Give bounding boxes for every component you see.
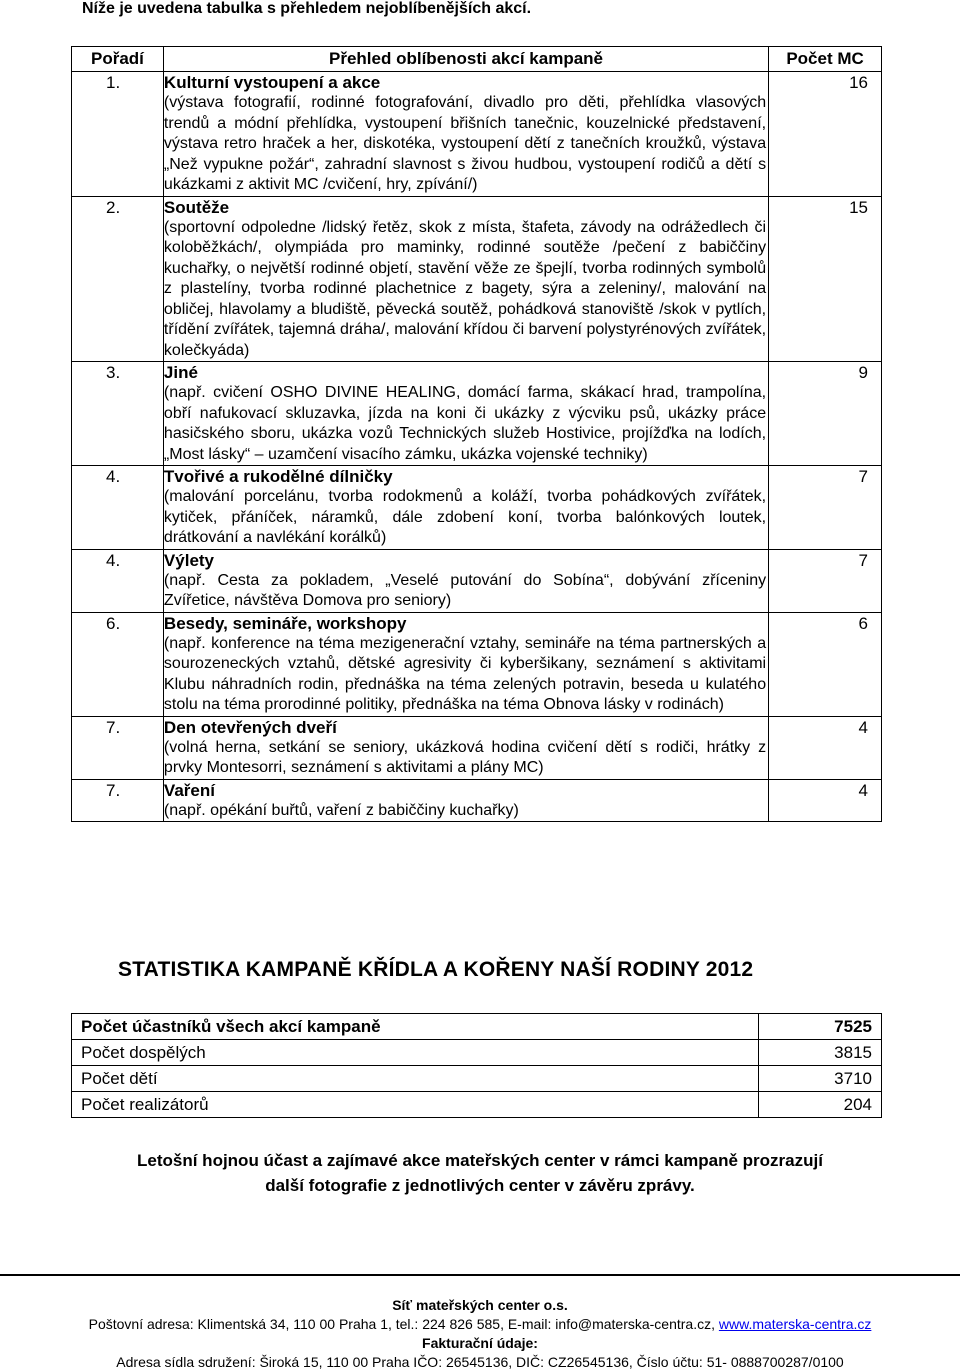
row-count: 16: [769, 72, 882, 197]
row-description: (výstava fotografií, rodinné fotografování, divadlo pro děti, přehlídka vlasových trendů a módní přehlídka, vystoupení břišních tanečnic, kouzelnické představení, výstava retro hraček a her, diskotéka, vystoupení dětí z tanečních kroužků, výstava „Než vypukne požár“, zahradní slavnost s živou hudbou, vystoupení rodičů a dětí s ukázkami z aktivit MC /cvičení, hry, zpívání/): [163, 94, 767, 193]
statistics-heading: STATISTIKA KAMPANĚ KŘÍDLA A KOŘENY NAŠÍ RODINY 2012: [118, 958, 754, 981]
row-rank: 4.: [72, 466, 164, 550]
table-row: [72, 196, 882, 362]
stats-label: Počet dětí: [72, 1066, 759, 1092]
stats-label: Počet účastníků všech akcí kampaně: [72, 1014, 759, 1040]
row-rank: 3.: [72, 362, 164, 466]
row-count: 6: [769, 612, 882, 716]
stats-row: [72, 1092, 882, 1118]
row-count: 4: [769, 779, 882, 822]
statistics-table: [71, 1013, 882, 1118]
table-row: [72, 549, 882, 612]
header-count: Počet MC: [769, 47, 882, 72]
closing-line-2: další fotografie z jednotlivých center v závěru zprávy.: [265, 1176, 695, 1195]
table-row: [72, 72, 882, 197]
row-title: Jiné: [163, 363, 198, 382]
row-rank: 7.: [72, 716, 164, 779]
table-row: [72, 466, 882, 550]
stats-row: [72, 1040, 882, 1066]
footer: [0, 1296, 960, 1372]
table-header-row: [72, 47, 882, 72]
stats-value: 3710: [759, 1066, 882, 1092]
stats-label: Počet dospělých: [72, 1040, 759, 1066]
row-description: (volná herna, setkání se seniory, ukázková hodina cvičení dětí s rodiči, hrátky z prvky Montesorri, seznámení s aktivitami a plány MC): [163, 738, 767, 776]
closing-line-1: Letošní hojnou účast a zajímavé akce mateřských center v rámci kampaně prozrazují: [137, 1151, 823, 1170]
row-description: (malování porcelánu, tvorba rodokmenů a koláží, tvorba pohádkových zvířátek, kytiček, přáníček, náramků, dále zdobení koní, tvorba balónkových loutek, drátkování a navlékání korálků): [163, 488, 767, 546]
stats-row: [72, 1014, 882, 1040]
row-count: 7: [769, 549, 882, 612]
closing-paragraph: [71, 1148, 889, 1198]
row-rank: 7.: [72, 779, 164, 822]
row-count: 4: [769, 716, 882, 779]
footer-address-line: [0, 1315, 960, 1334]
row-title: Tvořivé a rukodělné dílničky: [163, 467, 393, 486]
footer-billing: Adresa sídla sdružení: Široká 15, 110 00 Praha IČO: 26545136, DIČ: CZ26545136, Číslo účtu: 51- 0888700287/0100: [116, 1354, 844, 1370]
stats-value: 7525: [759, 1014, 882, 1040]
table-row: [72, 779, 882, 822]
row-count: 9: [769, 362, 882, 466]
table-row: [72, 716, 882, 779]
footer-divider: [0, 1274, 960, 1276]
row-rank: 2.: [72, 196, 164, 362]
row-rank: 4.: [72, 549, 164, 612]
footer-website-link[interactable]: www.materska-centra.cz: [718, 1316, 872, 1332]
header-rank: Pořadí: [72, 47, 164, 72]
row-description: (sportovní odpoledne /lidský řetěz, skok z místa, štafeta, závody na odrážedlech či koloběžkách/, olympiáda pro maminky, rodinné soutěže /pečení z babiččiny kuchařky, o největší rodinné objetí, stavění věže ze špejlí, tvorba rodinných symbolů z plastelíny, tvorba rodinné plachetnice z bagety, sýra a zeleniny/, malování na obličej, hlavolamy a bludiště, pěvecká soutěž, pohádková stanoviště /skok v pytlích, třídění zvířátek, tajemná dráha/, malování křídou či barvení polystyrénových zvířátek, kolečkyáda): [163, 218, 767, 359]
row-title: Besedy, semináře, workshopy: [163, 613, 407, 633]
stats-value: 204: [759, 1092, 882, 1118]
stats-row: [72, 1066, 882, 1092]
footer-org-name: Síť mateřských center o.s.: [392, 1297, 568, 1313]
table-row: [72, 612, 882, 716]
row-count: 15: [769, 196, 882, 362]
row-description: (např. opékání buřtů, vaření z babiččiny kuchařky): [163, 801, 519, 819]
row-rank: 1.: [72, 72, 164, 197]
actions-table: [71, 46, 882, 822]
row-description: (např. konference na téma mezigenerační vztahy, semináře na téma partnerských a sourozeneckých vztahů, dětské agresivity či kyberšikany, seznámení s aktivitami Klubu náhradních rodin, přednáška na téma zelených potravin, beseda u kulatého stolu na téma prorodinné politiky, přednáška na téma Obnova lásky v rodinách): [163, 634, 767, 713]
table-row: [72, 362, 882, 466]
stats-label: Počet realizátorů: [72, 1092, 759, 1118]
row-count: 7: [769, 466, 882, 550]
intro-text: Níže je uvedena tabulka s přehledem nejoblíbenějších akcí.: [82, 0, 532, 17]
row-description: (např. Cesta za pokladem, „Veselé putování do Sobína“, dobývání zříceniny Zvířetice, návštěva Domova pro seniory): [163, 571, 767, 609]
row-title: Kulturní vystoupení a akce: [163, 73, 381, 92]
row-description: (např. cvičení OSHO DIVINE HEALING, domácí farma, skákací hrad, trampolína, obří nafukovací skluzavka, jízda na koni či ukázky z výcviku psů, ukázky práce hasičského sboru, ukázka vozů Technických služeb Hostivice, projížďka na lodích, „Most lásky“ – uzamčení visacího zámku, ukázka vojenské techniky): [163, 384, 767, 463]
row-rank: 6.: [72, 612, 164, 716]
row-title: Výlety: [163, 550, 215, 570]
footer-address: Poštovní adresa: Klimentská 34, 110 00 Praha 1, tel.: 224 826 585, E-mail: info@materska-centra.cz,: [88, 1316, 715, 1332]
row-title: Den otevřených dveří: [163, 717, 337, 737]
row-title: Soutěže: [163, 197, 230, 217]
row-title: Vaření: [163, 780, 215, 800]
header-overview: Přehled oblíbenosti akcí kampaně: [163, 47, 768, 72]
footer-billing-label: Fakturační údaje:: [422, 1335, 538, 1351]
stats-value: 3815: [759, 1040, 882, 1066]
